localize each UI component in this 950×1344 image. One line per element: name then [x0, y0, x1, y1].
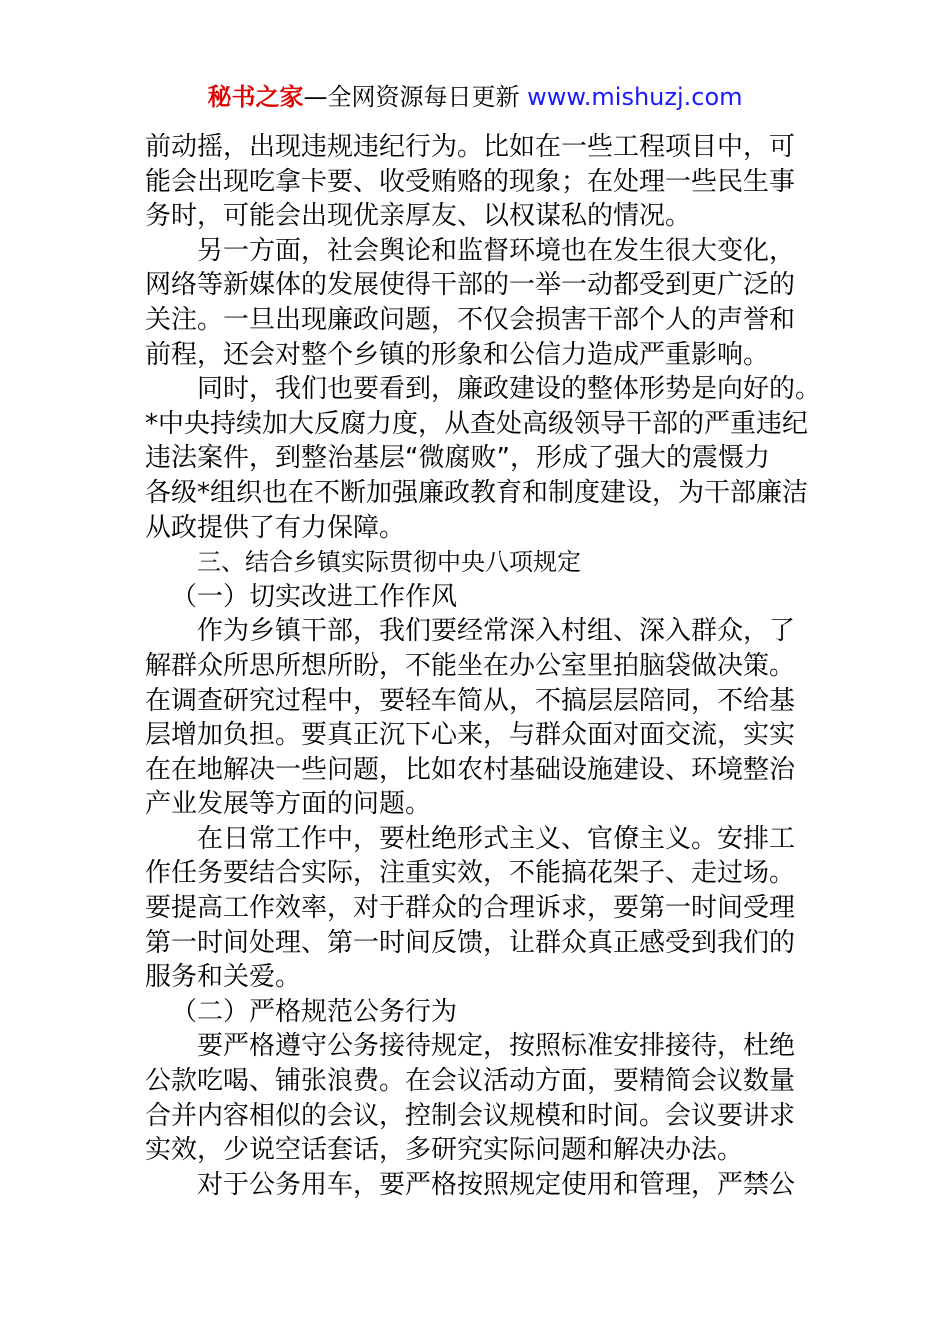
- text-line: *中央持续加大反腐力度，从查处高级领导干部的严重违纪: [145, 408, 809, 439]
- text-line: 服务和关爱。: [145, 962, 302, 993]
- text-line: 能会出现吃拿卡要、收受贿赂的现象；在处理一些民生事: [145, 166, 796, 197]
- document-body: [145, 130, 822, 1202]
- text-line: 第一时间处理、第一时间反馈，让群众真正感受到我们的: [145, 927, 796, 958]
- text-line: 作为乡镇干部，我们要经常深入村组、深入群众，了: [197, 616, 796, 647]
- text-line: 违法案件，到整治基层“微腐败”，形成了强大的震慑力: [145, 443, 770, 474]
- text-line: 作任务要结合实际，注重实效，不能搞花架子、走过场。: [145, 858, 796, 889]
- text-line: 层增加负担。要真正沉下心来，与群众面对面交流，实实: [145, 720, 796, 751]
- text-line: 另一方面，社会舆论和监督环境也在发生很大变化，: [197, 235, 796, 266]
- header-tagline: —全网资源每日更新: [303, 83, 528, 111]
- text-line: 网络等新媒体的发展使得干部的一举一动都受到更广泛的: [145, 270, 796, 301]
- text-line: 对于公务用车，要严格按照规定使用和管理，严禁公: [197, 1169, 796, 1200]
- text-line: 各级*组织也在不断加强廉政教育和制度建设，为干部廉洁: [145, 477, 809, 508]
- text-line: 在在地解决一些问题，比如农村基础设施建设、环境整治: [145, 754, 796, 785]
- section-heading: （一）切实改进工作作风: [171, 581, 458, 612]
- text-line: 实效，少说空话套话，多研究实际问题和解决办法。: [145, 1135, 744, 1166]
- brand-name: 秘书之家: [207, 83, 304, 111]
- text-line: 在调查研究过程中，要轻车简从，不搞层层陪同，不给基: [145, 685, 796, 716]
- text-line: 在日常工作中，要杜绝形式主义、官僚主义。安排工: [197, 823, 796, 854]
- text-line: 公款吃喝、铺张浪费。在会议活动方面，要精简会议数量: [145, 1066, 796, 1097]
- section-heading: （二）严格规范公务行为: [171, 996, 458, 1027]
- site-url: www.mishuzj.com: [527, 83, 743, 111]
- section-heading: 三、结合乡镇实际贯彻中央八项规定: [197, 548, 581, 577]
- text-line: 务时，可能会出现优亲厚友、以权谋私的情况。: [145, 201, 692, 232]
- text-line: 解群众所思所想所盼，不能坐在办公室里拍脑袋做决策。: [145, 650, 796, 681]
- text-line: 要严格遵守公务接待规定，按照标准安排接待，杜绝: [197, 1031, 796, 1062]
- text-line: 从政提供了有力保障。: [145, 512, 406, 543]
- text-line: 同时，我们也要看到，廉政建设的整体形势是向好的。: [197, 374, 822, 405]
- site-header: [0, 82, 950, 112]
- text-line: 要提高工作效率，对于群众的合理诉求，要第一时间受理: [145, 893, 796, 924]
- text-line: 前动摇，出现违规违纪行为。比如在一些工程项目中，可: [145, 132, 796, 162]
- text-line: 关注。一旦出现廉政问题，不仅会损害干部个人的声誉和: [145, 304, 796, 335]
- text-line: 前程，还会对整个乡镇的形象和公信力造成严重影响。: [145, 339, 770, 370]
- text-line: 合并内容相似的会议，控制会议规模和时间。会议要讲求: [145, 1100, 796, 1131]
- text-line: 产业发展等方面的问题。: [145, 789, 432, 820]
